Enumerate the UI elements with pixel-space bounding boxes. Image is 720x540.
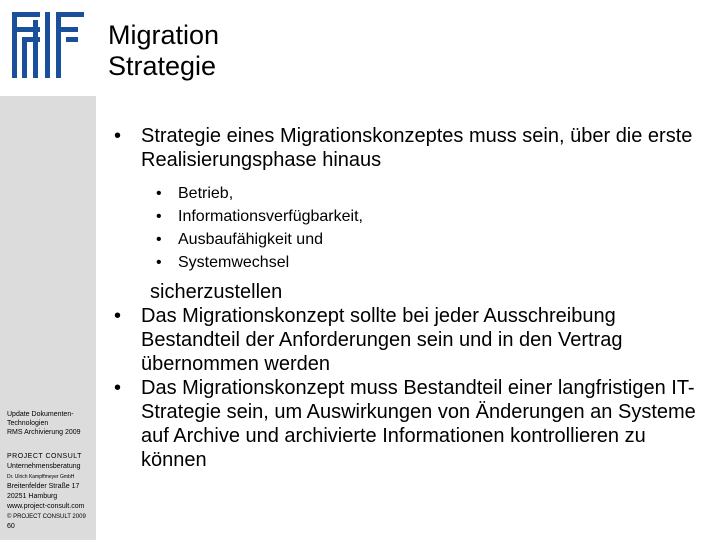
continuation-text: sicherzustellen — [150, 281, 283, 303]
sub-bullet-text: Systemwechsel — [178, 254, 290, 271]
company-subtitle: Unternehmensberatung — [7, 463, 81, 470]
title-line-1: Migration — [108, 20, 220, 50]
bullet-symbol: • — [156, 254, 162, 271]
bullet-item — [110, 304, 710, 376]
sub-bullet-text: Informationsverfügbarkeit, — [178, 208, 363, 225]
bullet-list — [110, 124, 710, 472]
sub-bullet-text: Betrieb, — [178, 185, 234, 202]
bullet-item — [110, 124, 710, 172]
sub-bullet-item — [110, 182, 710, 205]
sidebar-topic — [7, 410, 97, 437]
bullet-symbol: • — [114, 377, 122, 399]
company-person: Dr. Ulrich Kampffmeyer GmbH — [7, 474, 75, 480]
bullet-item — [110, 376, 710, 472]
bullet-symbol: • — [156, 185, 162, 202]
bullet-text: Strategie eines Migrationskonzeptes muss sein, über die erste Realisierungsphase hinaus — [141, 125, 693, 171]
bullet-symbol: • — [114, 125, 122, 147]
sidebar-topic-line: Update Dokumenten- — [7, 411, 74, 418]
company-website[interactable]: www.project-consult.com — [7, 503, 85, 510]
project-consult-logo-icon — [0, 0, 96, 96]
page-number: 60 — [7, 523, 15, 530]
sub-bullet-item — [110, 228, 710, 251]
sub-bullet-item — [110, 205, 710, 228]
company-city: 20251 Hamburg — [7, 493, 58, 500]
company-name: PROJECT CONSULT — [7, 453, 82, 460]
bullet-symbol: • — [156, 208, 162, 225]
sub-bullet-item — [110, 251, 710, 274]
bullet-text: Das Migrationskonzept muss Bestandteil einer langfristigen IT-Strategie sein, um Auswirkungen von Änderungen an Systeme auf Archive und archivierte Informationen kontrollieren zu können — [141, 377, 696, 471]
sidebar-company — [7, 452, 97, 532]
title-line-2: Strategie — [108, 51, 217, 81]
sidebar-topic-line: RMS Archivierung 2009 — [7, 429, 81, 436]
sub-bullet-text: Ausbaufähigkeit und — [178, 231, 323, 248]
bullet-symbol: • — [114, 305, 122, 327]
copyright: © PROJECT CONSULT 2009 — [7, 514, 86, 520]
slide-title — [108, 20, 219, 82]
bullet-symbol: • — [156, 231, 162, 248]
bullet-text: Das Migrationskonzept sollte bei jeder Ausschreibung Bestandteil der Anforderungen sein und in den Vertrag übernommen werden — [141, 305, 623, 375]
logo — [0, 0, 96, 96]
company-street: Breitenfelder Straße 17 — [7, 483, 80, 490]
sidebar-topic-line: Technologien — [7, 420, 49, 427]
